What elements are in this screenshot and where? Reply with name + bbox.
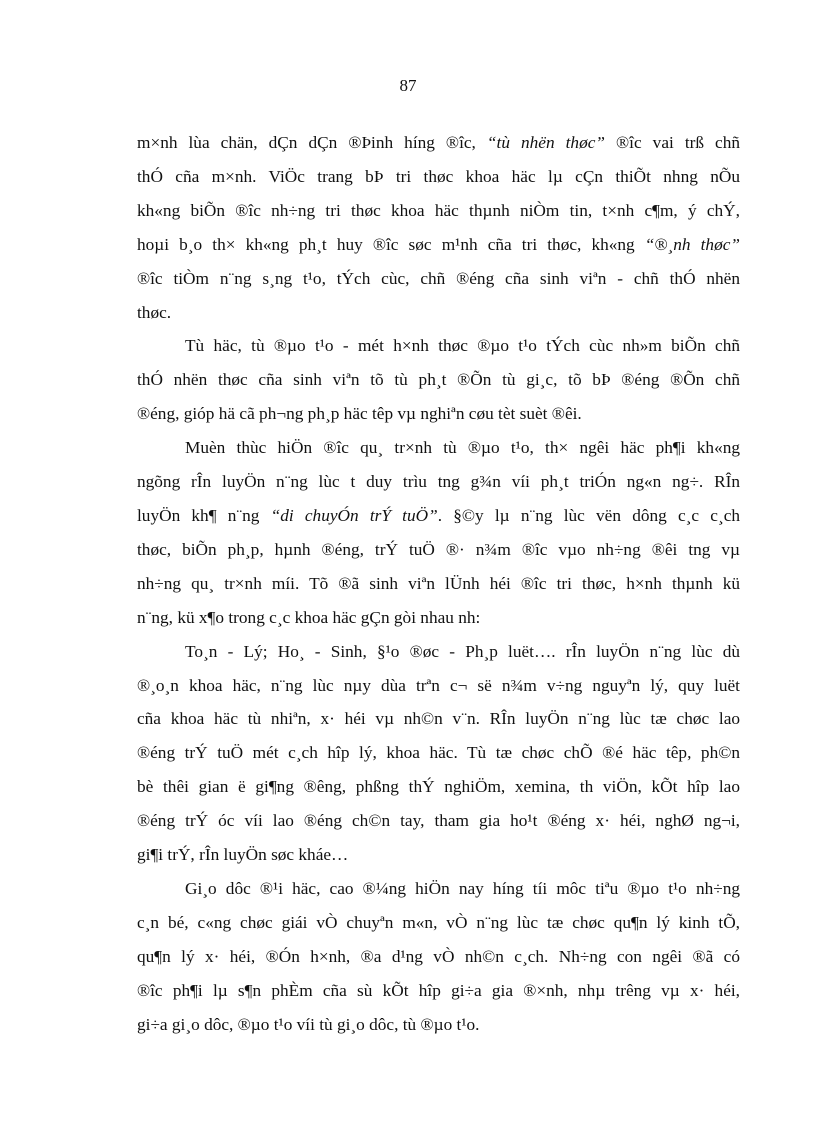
text-line: c¸n bé, c«ng chøc giái vÒ chuyªn m«n, vÒ n¨ng lùc tæ chøc qu¶n lý kinh tÕ, — [137, 912, 740, 932]
text-line: ®îc ph¶i lµ s¶n phÈm cña sù kÕt hîp gi÷a gia ®×nh, nhµ trêng vµ x· héi, — [137, 980, 740, 1000]
text-line: gi¶i trÝ, rÎn luyÖn søc kháe… — [137, 845, 349, 865]
text-line: n¨ng, kü x¶o trong c¸c khoa häc gÇn gòi nhau nh: — [137, 607, 481, 627]
paragraph-3 — [137, 431, 740, 634]
text-line: thøc, biÕn ph¸p, hµnh ®éng, trÝ tuÖ ®· n¾m ®îc vµo nh÷ng ®êi tng vµ — [137, 539, 740, 559]
body-text — [137, 126, 740, 1041]
text-line: ®éng trÝ óc víi lao ®éng ch©n tay, tham gia ho¹t ®éng x· héi, nghØ ng¬i, — [137, 811, 740, 831]
paragraph-4 — [137, 635, 740, 872]
paragraph-2 — [137, 329, 740, 431]
text-line: To¸n - Lý; Ho¸ - Sinh, §¹o ®øc - Ph¸p luët…. rÎn luyÖn n¨ng lùc dù — [185, 641, 740, 661]
text-line: ®éng trÝ tuÖ mét c¸ch hîp lý, khoa häc. Tù tæ chøc chÕ ®é häc têp, ph©n — [137, 743, 740, 763]
text-line: bè thêi gian ë gi¶ng ®êng, phßng thÝ nghiÖm, xemina, th viÖn, kÕt hîp lao — [137, 777, 740, 797]
text-line: m×nh lùa chän, dÇn dÇn ®Þinh híng ®îc, “tù nhën thøc” ®îc vai trß chñ — [137, 133, 741, 152]
text-line: kh«ng biÕn ®îc nh÷ng tri thøc khoa häc thµnh niÒm tin, t×nh c¶m, ý chÝ, — [137, 200, 740, 220]
paragraph-5 — [137, 872, 740, 1042]
paragraph-1 — [137, 126, 740, 329]
text-line: nh÷ng qu¸ tr×nh míi. Tõ ®ã sinh viªn lÜnh héi ®îc tri thøc, h×nh thµnh kü — [137, 573, 740, 593]
text-line: Tù häc, tù ®µo t¹o - mét h×nh thøc ®µo t¹o tÝch cùc nh»m biÕn chñ — [185, 336, 740, 356]
text-line: ®¸o¸n khoa häc, n¨ng lùc nµy dùa trªn c¬ së n¾m v÷ng nguyªn lý, quy luët — [137, 675, 740, 695]
page-number: 87 — [399, 76, 417, 95]
text-line: ngõng rÎn luyÖn n¨ng lùc t duy trìu tng g¾n víi ph¸t triÓn ng«n ng÷. RÎn — [137, 472, 740, 492]
text-line: cña khoa häc tù nhiªn, x· héi vµ nh©n v¨n. RÎn luyÖn n¨ng lùc tæ chøc lao — [137, 709, 740, 729]
text-line: ®îc tiÒm n¨ng s¸ng t¹o, tÝch cùc, chñ ®éng cña sinh viªn - chñ thÓ nhën — [137, 268, 740, 288]
text-line: thÓ nhën thøc cña sinh viªn tõ tù ph¸t ®Õn tù gi¸c, tõ bÞ ®éng ®Õn chñ — [137, 370, 740, 390]
text-line: qu¶n lý x· héi, ®Ón h×nh, ®a d¹ng vÒ nh©n c¸ch. Nh÷ng con ngêi ®ã có — [137, 946, 740, 966]
text-line: Muèn thùc hiÖn ®îc qu¸ tr×nh tù ®µo t¹o, th× ngêi häc ph¶i kh«ng — [185, 438, 740, 458]
text-line: ®éng, gióp hä cã ph¬ng ph¸p häc têp vµ nghiªn cøu tèt suèt ®êi. — [137, 404, 582, 424]
text-line: hoµi b¸o th× kh«ng ph¸t huy ®îc søc m¹nh cña tri thøc, kh«ng “®¸nh thøc” — [137, 234, 740, 254]
text-line: gi÷a gi¸o dôc, ®µo t¹o víi tù gi¸o dôc, tù ®µo t¹o. — [137, 1014, 480, 1034]
text-line: thÓ cña m×nh. ViÖc trang bÞ tri thøc khoa häc lµ cÇn thiÕt nhng nÕu — [137, 166, 740, 186]
text-line: luyÖn kh¶ n¨ng “di chuyÓn trÝ tuÖ”. §©y lµ n¨ng lùc vën dông c¸c c¸ch — [137, 505, 741, 525]
text-line: thøc. — [137, 302, 172, 322]
text-line: Gi¸o dôc ®¹i häc, cao ®¼ng hiÖn nay híng tíi môc tiªu ®µo t¹o nh÷ng — [185, 878, 740, 898]
